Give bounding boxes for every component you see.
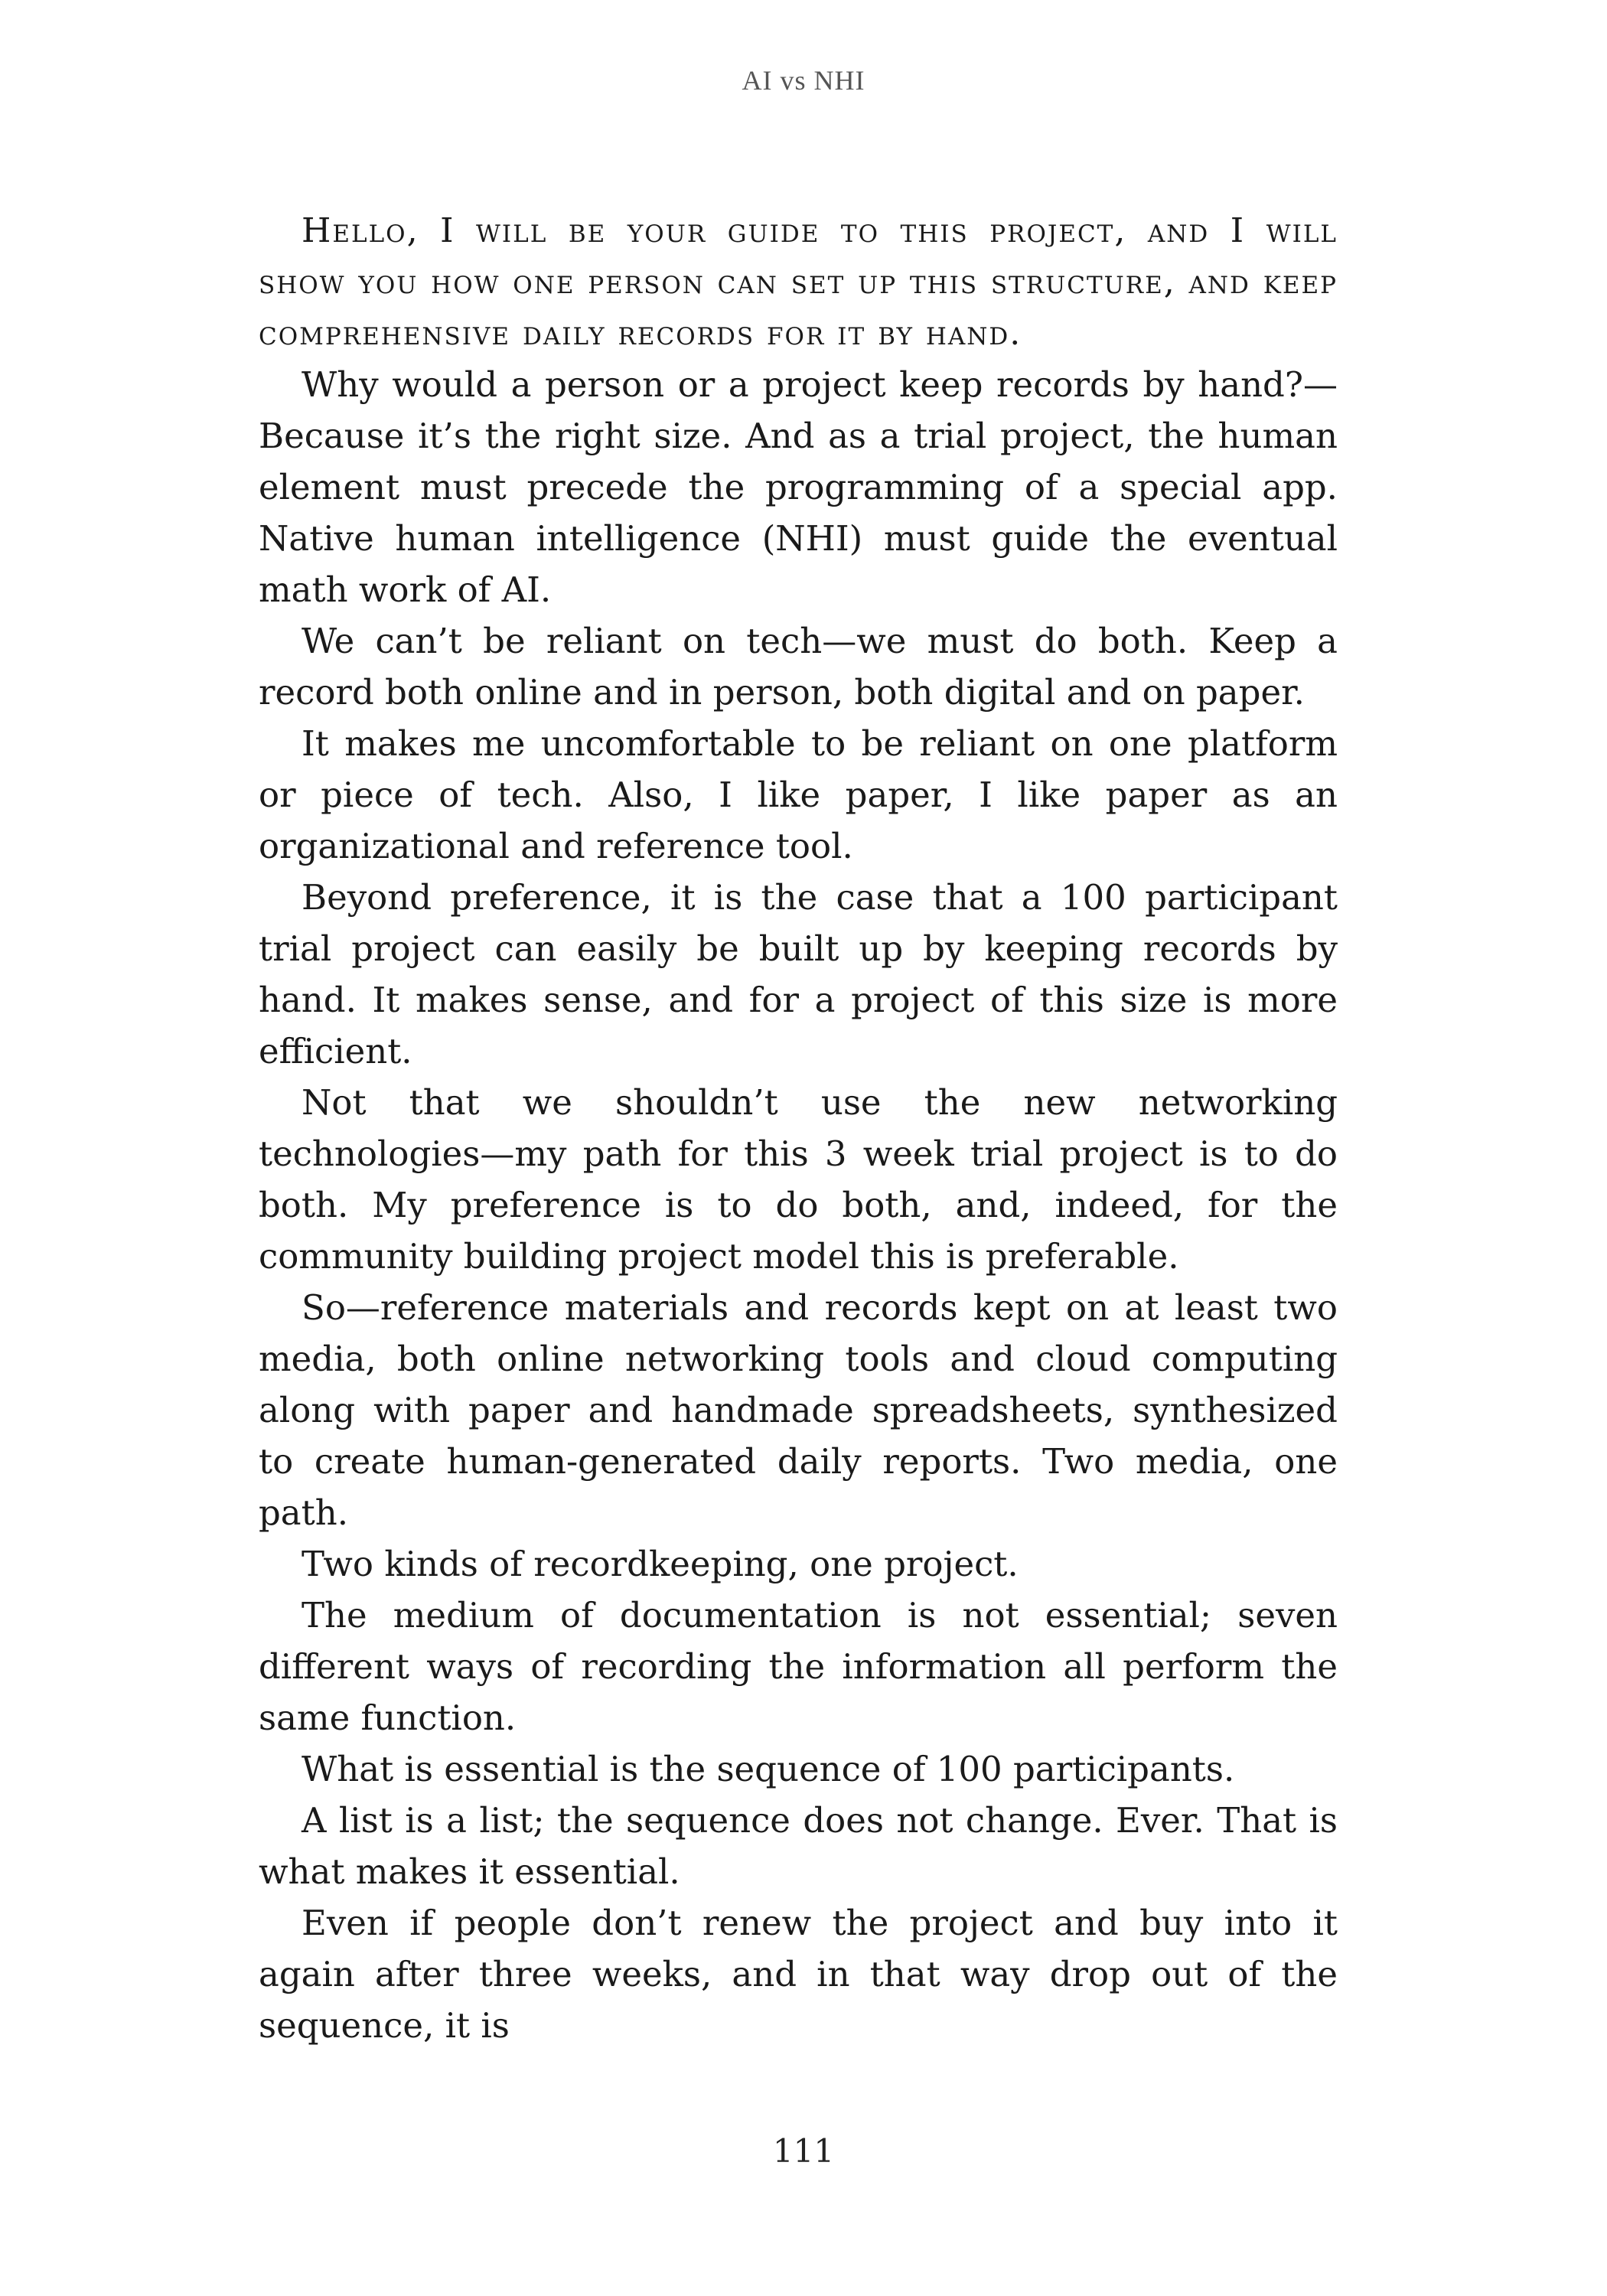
paragraph-3: It makes me uncomfortable to be reliant on one platform or piece of tech. Also, I like paper, I like paper as an organizational and reference tool.	[259, 723, 1338, 866]
paragraph-6: So—reference materials and records kept on at least two media, both online networking tools and cloud computing along with paper and handmade spreadsheets, synthesized to create human-generated daily reports. Two media, one path.	[259, 1287, 1338, 1533]
page-number: 111	[772, 2132, 835, 2170]
paragraph-2: We can’t be reliant on tech—we must do both. Keep a record both online and in person, both digital and on paper.	[259, 621, 1338, 713]
paragraph-8: The medium of documentation is not essential; seven different ways of recording the information all perform the same function.	[259, 1595, 1338, 1738]
paragraph-7: Two kinds of recordkeeping, one project.	[302, 1544, 1019, 1584]
paragraph-9: What is essential is the sequence of 100 participants.	[302, 1749, 1235, 1789]
opening-paragraph: Hello, I will be your guide to this project, and I will show you how one person can set up this structure, and keep comprehensive daily records for it by hand.	[259, 211, 1338, 353]
body-text	[259, 205, 1338, 2051]
paragraph-4: Beyond preference, it is the case that a 100 participant trial project can easily be built up by keeping records by hand. It makes sense, and for a project of this size is more efficient.	[259, 877, 1338, 1071]
paragraph-1: Why would a person or a project keep records by hand?—Because it’s the right size. And as a trial project, the human element must precede the programming of a special app. Native human intelligence (NHI) must guide the eventual math work of AI.	[259, 364, 1338, 610]
running-head: AI vs NHI	[742, 65, 865, 96]
paragraph-10: A list is a list; the sequence does not change. Ever. That is what makes it essential.	[259, 1800, 1338, 1892]
paragraph-5: Not that we shouldn’t use the new networking technologies—my path for this 3 week trial project is to do both. My preference is to do both, and, indeed, for the community building project model this is preferable.	[259, 1082, 1338, 1277]
paragraph-11: Even if people don’t renew the project and buy into it again after three weeks, and in that way drop out of the sequence, it is	[259, 1903, 1338, 2046]
